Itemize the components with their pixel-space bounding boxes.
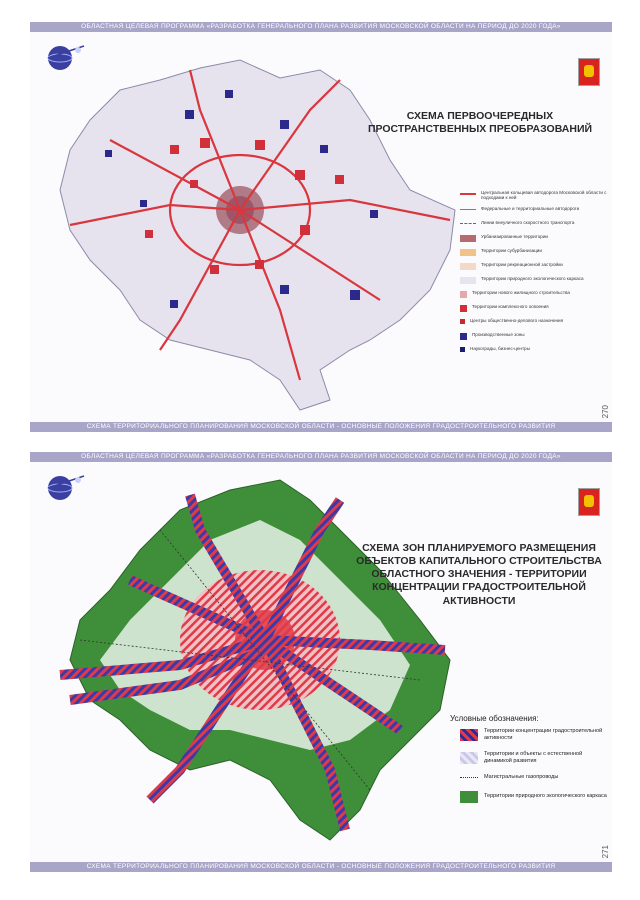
legend-label: Территории природного экологического каркаса	[484, 793, 607, 800]
activity-concentration-map	[40, 470, 460, 850]
priority-transformations-map	[50, 50, 470, 422]
title-line: СХЕМА ЗОН ПЛАНИРУЕМОГО РАЗМЕЩЕНИЯ	[362, 542, 596, 554]
legend-label: Урбанизированные территории	[481, 234, 548, 240]
legend-item	[460, 234, 610, 242]
legend-item	[460, 206, 610, 214]
legend-swatch	[460, 277, 476, 284]
legend-item	[460, 290, 610, 298]
legend-swatch	[460, 777, 478, 778]
sheet-title	[360, 110, 600, 136]
moscow-region-emblem-icon	[578, 488, 600, 516]
sheet-footer-band: СХЕМА ТЕРРИТОРИАЛЬНОГО ПЛАНИРОВАНИЯ МОСКОВСКОЙ ОБЛАСТИ - ОСНОВНЫЕ ПОЛОЖЕНИЯ ГРАДОСТРОИТЕЛЬНОГО РАЗВИТИЯ	[30, 422, 612, 432]
moscow-region-emblem-icon	[578, 58, 600, 86]
legend-swatch	[460, 791, 478, 803]
legend-swatch	[460, 752, 478, 764]
title-line: КОНЦЕНТРАЦИИ ГРАДОСТРОИТЕЛЬНОЙ	[372, 581, 586, 594]
legend-item	[460, 220, 610, 228]
legend-swatch	[460, 193, 476, 195]
map-legend	[460, 728, 610, 813]
legend-swatch	[460, 209, 476, 210]
legend-item	[460, 276, 610, 284]
sheet-title	[348, 542, 610, 608]
legend-label: Территории нового жилищного строительства	[472, 290, 570, 296]
legend-swatch	[460, 291, 467, 298]
legend-label: Территории концентрации градостроительной активности	[484, 728, 603, 741]
legend-swatch	[460, 319, 465, 324]
legend-label: Магистральные газопроводы	[484, 774, 559, 780]
legend-label: Территории и объекты с естественной динамикой развития	[484, 751, 583, 764]
legend-swatch	[460, 729, 478, 741]
legend-item	[460, 332, 610, 340]
legend-label: Линии внеуличного скоростного транспорта	[481, 220, 575, 226]
map-sheet-270	[30, 22, 612, 432]
legend-label: Производственные зоны	[472, 332, 525, 338]
legend-item	[460, 791, 610, 803]
title-line: ПРОСТРАНСТВЕННЫХ ПРЕОБРАЗОВАНИЙ	[367, 123, 593, 136]
page-number: 270	[601, 404, 610, 418]
legend-label: Центры общественно-делового назначения	[470, 318, 564, 324]
legend-item	[460, 728, 610, 741]
legend-label: Территории комплексного освоения	[472, 304, 549, 310]
legend-item	[460, 318, 610, 326]
legend-swatch	[460, 235, 476, 242]
legend-label: Федеральные и территориальные автодороги	[481, 206, 580, 212]
sheet-header-band: ОБЛАСТНАЯ ЦЕЛЕВАЯ ПРОГРАММА «РАЗРАБОТКА ГЕНЕРАЛЬНОГО ПЛАНА РАЗВИТИЯ МОСКОВСКОЙ ОБЛАСТИ НА ПЕРИОД ДО 2020 ГОДА»	[30, 22, 612, 32]
legend-item	[460, 262, 610, 270]
map-sheet-271	[30, 452, 612, 872]
legend-swatch	[460, 263, 476, 270]
legend-swatch	[460, 333, 467, 340]
legend-swatch	[460, 223, 476, 225]
legend-label: Центральная кольцевая автодорога Московской области с подходами к ней	[481, 190, 607, 201]
page-number: 271	[601, 844, 610, 858]
legend-item	[460, 751, 610, 764]
legend-item	[460, 346, 610, 354]
title-line: ОБЪЕКТОВ КАПИТАЛЬНОГО СТРОИТЕЛЬСТВА	[356, 555, 602, 568]
legend-item	[460, 774, 610, 781]
sheet-footer-band: СХЕМА ТЕРРИТОРИАЛЬНОГО ПЛАНИРОВАНИЯ МОСКОВСКОЙ ОБЛАСТИ - ОСНОВНЫЕ ПОЛОЖЕНИЯ ГРАДОСТРОИТЕЛЬНОГО РАЗВИТИЯ	[30, 862, 612, 872]
legend-label: Наукограды, бизнес-центры	[470, 346, 530, 352]
legend-swatch	[460, 305, 467, 312]
title-line: АКТИВНОСТИ	[442, 594, 516, 607]
legend-label: Территории природного экологического каркаса	[481, 276, 584, 282]
legend-swatch	[460, 249, 476, 256]
legend-swatch	[460, 347, 465, 352]
legend-item	[460, 304, 610, 312]
legend-label: Территории субурбанизации	[481, 248, 542, 254]
sheet-header-band: ОБЛАСТНАЯ ЦЕЛЕВАЯ ПРОГРАММА «РАЗРАБОТКА ГЕНЕРАЛЬНОГО ПЛАНА РАЗВИТИЯ МОСКОВСКОЙ ОБЛАСТИ НА ПЕРИОД ДО 2020 ГОДА»	[30, 452, 612, 462]
map-legend	[460, 190, 610, 360]
legend-label: Территории рекреационной застройки	[481, 262, 563, 268]
legend-heading: Условные обозначения:	[450, 714, 539, 723]
legend-item	[460, 248, 610, 256]
title-line: СХЕМА ПЕРВООЧЕРЕДНЫХ	[406, 110, 554, 122]
title-line: ОБЛАСТНОГО ЗНАЧЕНИЯ - ТЕРРИТОРИИ	[371, 568, 587, 581]
legend-item	[460, 190, 610, 200]
